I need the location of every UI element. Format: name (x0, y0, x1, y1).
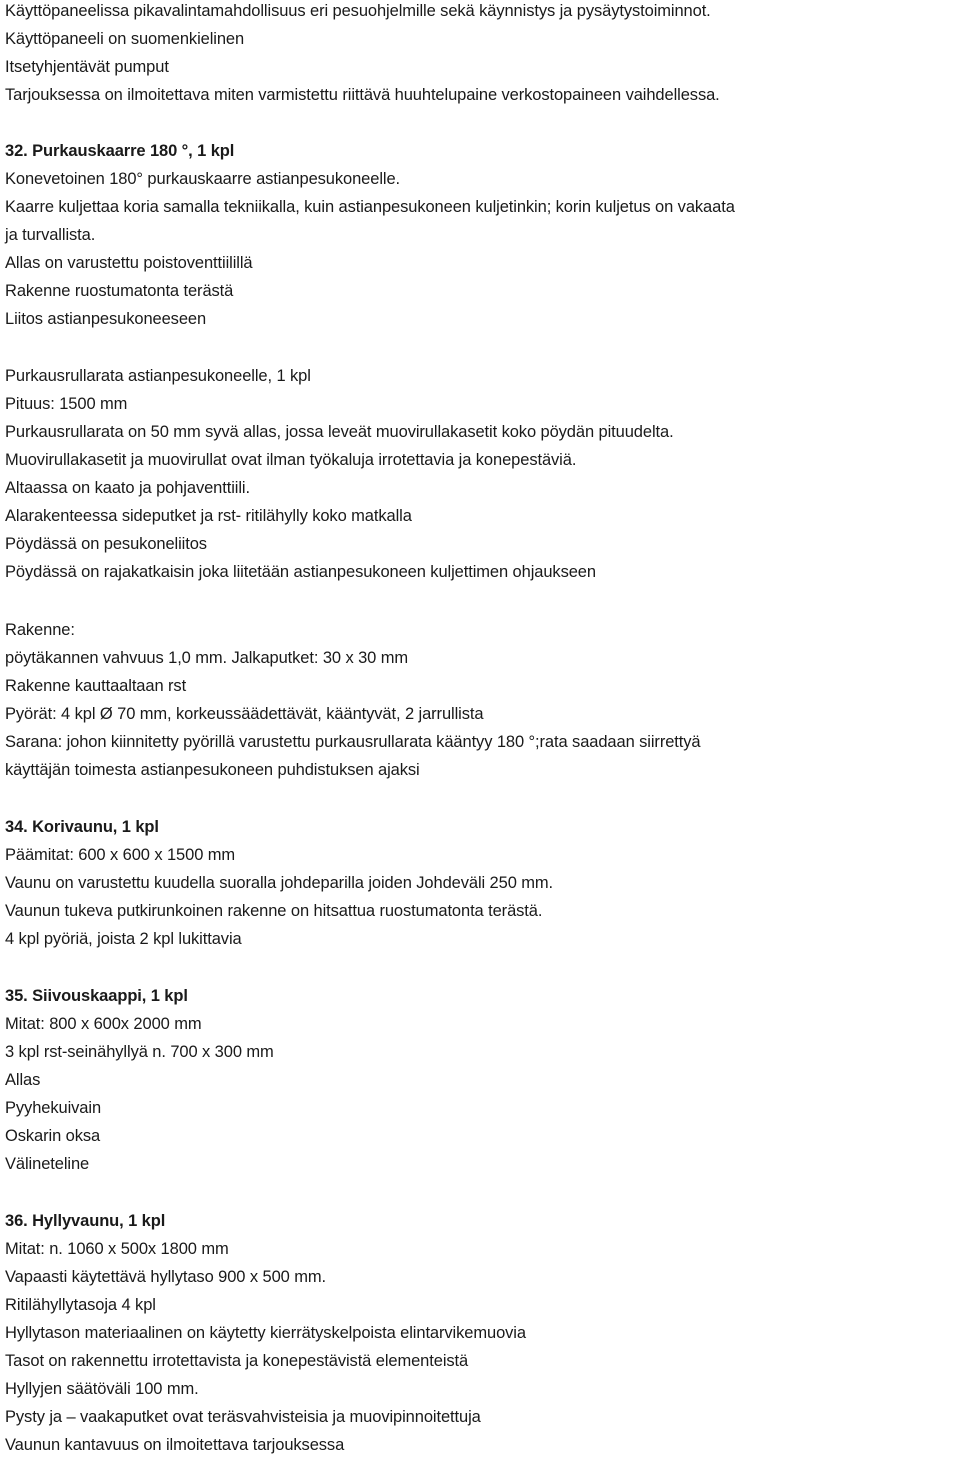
text-line: Rakenne kauttaaltaan rst (5, 677, 187, 695)
text-line: Vapaasti käytettävä hyllytaso 900 x 500 mm. (5, 1268, 326, 1286)
text-line: Tasot on rakennettu irrotettavista ja konepestävistä elementeistä (5, 1352, 469, 1370)
text-line: Pöydässä on rajakatkaisin joka liitetään astianpesukoneen kuljettimen ohjaukseen (5, 563, 596, 581)
text-line: Muovirullakasetit ja muovirullat ovat ilman työkaluja irrotettavia ja konepestäviä. (5, 451, 577, 469)
text-line: Pöydässä on pesukoneliitos (5, 535, 207, 553)
text-line: Liitos astianpesukoneeseen (5, 310, 207, 328)
text-line: Pituus: 1500 mm (5, 395, 128, 413)
text-line: Rakenne ruostumatonta terästä (5, 282, 234, 300)
text-line: Oskarin oksa (5, 1127, 101, 1145)
text-line: 3 kpl rst-seinähyllyä n. 700 x 300 mm (5, 1043, 274, 1061)
text-line: Pysty ja – vaakaputket ovat teräsvahvisteisia ja muovipinnoitettuja (5, 1408, 481, 1426)
text-line: Mitat: 800 x 600x 2000 mm (5, 1015, 202, 1033)
text-line: pöytäkannen vahvuus 1,0 mm. Jalkaputket: 30 x 30 mm (5, 649, 409, 667)
text-line: Ritilähyllytasoja 4 kpl (5, 1296, 156, 1314)
text-line: Altaassa on kaato ja pohjaventtiili. (5, 479, 250, 497)
text-line: Käyttöpaneelissa pikavalintamahdollisuus eri pesuohjelmille sekä käynnistys ja pysäytystoiminnot. (5, 2, 711, 20)
text-line: Allas on varustettu poistoventtiilillä (5, 254, 253, 272)
text-line: käyttäjän toimesta astianpesukoneen puhdistuksen ajaksi (5, 761, 420, 779)
text-line: Käyttöpaneeli on suomenkielinen (5, 30, 245, 48)
section-heading-35: 35. Siivouskaappi, 1 kpl (5, 987, 188, 1005)
text-line: Pyyhekuivain (5, 1099, 102, 1117)
text-line: Kaarre kuljettaa koria samalla tekniikalla, kuin astianpesukoneen kuljetinkin; korin kuljetus on vakaata (5, 198, 735, 216)
text-line: Päämitat: 600 x 600 x 1500 mm (5, 846, 236, 864)
section-heading-36: 36. Hyllyvaunu, 1 kpl (5, 1212, 166, 1230)
text-line: Vaunun tukeva putkirunkoinen rakenne on hitsattua ruostumatonta terästä. (5, 902, 543, 920)
text-line: Välineteline (5, 1155, 90, 1173)
text-line: Tarjouksessa on ilmoitettava miten varmistettu riittävä huuhtelupaine verkostopaineen vaihdellessa. (5, 86, 720, 104)
text-line: Vaunu on varustettu kuudella suoralla johdeparilla joiden Johdeväli 250 mm. (5, 874, 554, 892)
text-line: Purkausrullarata astianpesukoneelle, 1 kpl (5, 367, 311, 385)
text-line: Hyllytason materiaalinen on käytetty kierrätyskelpoista elintarvikemuovia (5, 1324, 526, 1342)
text-line: Konevetoinen 180° purkauskaarre astianpesukoneelle. (5, 170, 401, 188)
text-line: 4 kpl pyöriä, joista 2 kpl lukittavia (5, 930, 242, 948)
text-line: Pyörät: 4 kpl Ø 70 mm, korkeussäädettävät, kääntyvät, 2 jarrullista (5, 705, 484, 723)
text-line: Sarana: johon kiinnitetty pyörillä varustettu purkausrullarata kääntyy 180 °;rata saadaan siirrettyä (5, 733, 701, 751)
section-heading-34: 34. Korivaunu, 1 kpl (5, 818, 159, 836)
text-line: Itsetyhjentävät pumput (5, 58, 169, 76)
text-line: ja turvallista. (5, 226, 96, 244)
section-heading-32: 32. Purkauskaarre 180 °, 1 kpl (5, 142, 235, 160)
text-line: Hyllyjen säätöväli 100 mm. (5, 1380, 199, 1398)
text-line: Allas (5, 1071, 41, 1089)
text-line: Purkausrullarata on 50 mm syvä allas, jossa leveät muovirullakasetit koko pöydän pituudelta. (5, 423, 674, 441)
text-line: Mitat: n. 1060 x 500x 1800 mm (5, 1240, 229, 1258)
text-line: Rakenne: (5, 621, 75, 639)
text-line: Alarakenteessa sideputket ja rst- ritilähylly koko matkalla (5, 507, 412, 525)
text-line: Vaunun kantavuus on ilmoitettava tarjouksessa (5, 1436, 345, 1454)
